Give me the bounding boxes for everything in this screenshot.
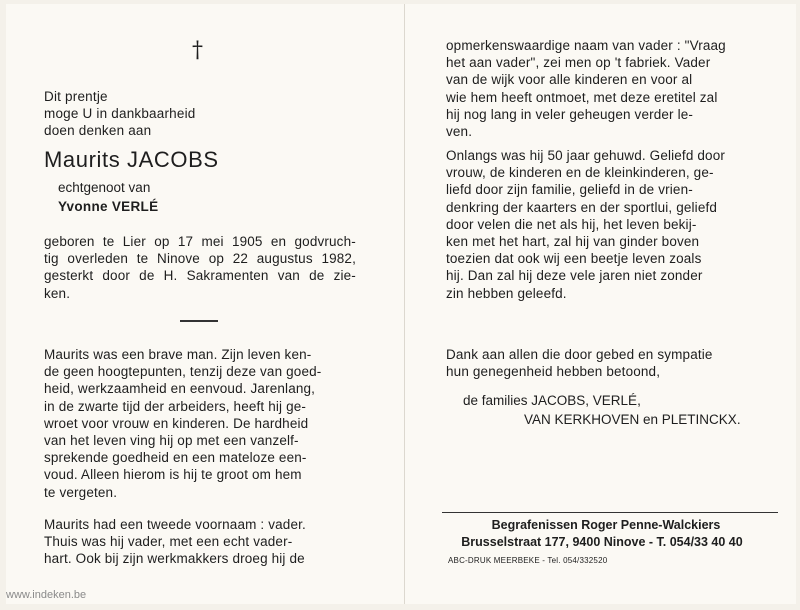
text-line: heid, werkzaamheid en eenvoud. Jarenlang, — [44, 381, 316, 397]
text-line: liefd door zijn familie, geliefd in de vrien- — [446, 182, 693, 198]
spouse-label: echtgenoot van — [58, 180, 151, 195]
funeral-home-address: Brusselstraat 177, 9400 Ninove - T. 054/33 40 40 — [461, 535, 743, 549]
intro-text — [44, 88, 196, 139]
text-line: Thuis was hij vader, met een echt vader- — [44, 534, 293, 550]
text-line: wroet voor vrouw en kinderen. De hardheid — [44, 415, 309, 431]
funeral-divider — [442, 512, 778, 513]
intro-line: doen denken aan — [44, 123, 152, 138]
family-signature-line: VAN KERKHOVEN en PLETINCKX. — [524, 412, 741, 427]
cross-icon: † — [192, 38, 203, 63]
text-line: gesterkt door de H. Sakramenten van de zie- — [44, 268, 356, 284]
text-line: sprekende goedheid en een mateloze een- — [44, 450, 307, 466]
text-line: vrouw, de kinderen en de kleinkinderen, ge- — [446, 165, 714, 181]
card-fold-line — [404, 4, 405, 604]
father-paragraph — [44, 516, 356, 568]
intro-line: moge U in dankbaarheid — [44, 106, 196, 121]
spouse-name: Yvonne VERLÉ — [58, 199, 159, 214]
text-line: Onlangs was hij 50 jaar gehuwd. Geliefd door — [446, 148, 726, 163]
text-line: tig overleden te Ninove op 22 augustus 1982, — [44, 251, 356, 267]
text-line: het aan vader", zei men op 't fabriek. Vader — [446, 55, 711, 71]
text-line: hart. Ook bij zijn werkmakkers droeg hij de — [44, 551, 305, 567]
text-line: de geen hoogtepunten, tenzij deze van goed- — [44, 364, 322, 380]
watermark: www.indeken.be — [6, 589, 87, 601]
text-line: zin hebben geleefd. — [446, 285, 567, 301]
text-line: van het leven ving hij op met een vanzelf- — [44, 433, 299, 449]
text-line: Dank aan allen die door gebed en sympatie — [446, 347, 713, 362]
text-line: geboren te Lier op 17 mei 1905 en godvruch- — [44, 234, 356, 249]
funeral-home-name: Begrafenissen Roger Penne-Walckiers — [491, 518, 721, 532]
text-line: hij. Dan zal hij deze vele jaren niet zonder — [446, 268, 703, 284]
text-line: in de zwarte tijd der arbeiders, heeft hij ge- — [44, 398, 307, 414]
text-line: door velen die net als hij, het leven bekij- — [446, 216, 697, 232]
separator-line — [180, 320, 218, 322]
text-line: ken met het hart, zal hij van ginder boven — [446, 234, 700, 250]
text-line: ken. — [44, 285, 71, 301]
text-line: hun genegenheid hebben betoond, — [446, 364, 661, 380]
text-line: wie hem heeft ontmoet, met deze eretitel zal — [446, 89, 718, 105]
text-line: te vergeten. — [44, 484, 118, 500]
deceased-name: Maurits JACOBS — [44, 147, 219, 172]
text-line: Maurits was een brave man. Zijn leven ken- — [44, 347, 312, 362]
marriage-paragraph — [446, 147, 758, 302]
father-paragraph-continued — [446, 37, 758, 140]
text-line: Maurits had een tweede voornaam : vader. — [44, 517, 306, 532]
printer-credit: ABC-DRUK MEERBEKE - Tel. 054/332520 — [448, 556, 608, 565]
thanks-paragraph — [446, 346, 758, 380]
text-line: toezien dat ook wij een beetje leven zoals — [446, 251, 702, 267]
text-line: ven. — [446, 124, 473, 140]
text-line: opmerkenswaardige naam van vader : "Vraag — [446, 38, 726, 53]
text-line: hij nog lang in veler geheugen verder le- — [446, 106, 694, 122]
intro-line: Dit prentje — [44, 89, 108, 104]
family-signature-line: de families JACOBS, VERLÉ, — [463, 393, 641, 408]
text-line: voud. Alleen hierom is hij te groot om hem — [44, 467, 302, 483]
birth-death-paragraph — [44, 233, 356, 302]
text-line: van de wijk voor alle kinderen en voor al — [446, 72, 693, 88]
text-line: denkring der kaarters en der sportlui, geliefd — [446, 199, 718, 215]
life-paragraph — [44, 346, 356, 501]
